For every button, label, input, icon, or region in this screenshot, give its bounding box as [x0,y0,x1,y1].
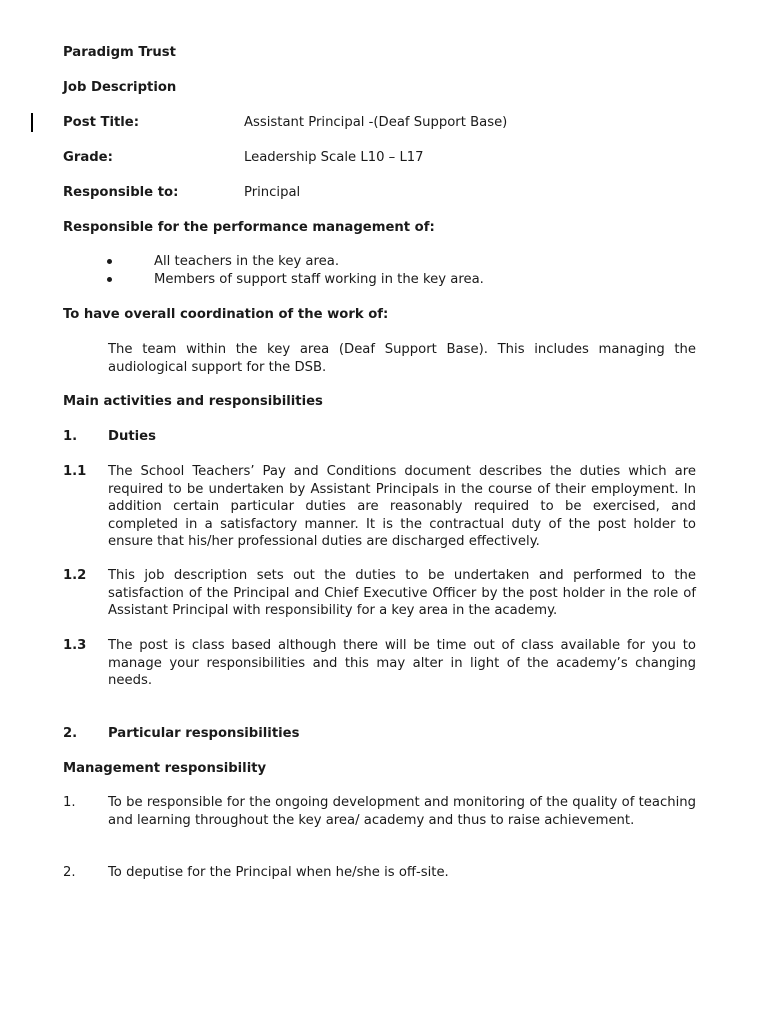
clause-number: 1.1 [63,464,87,479]
coordination-heading: To have overall coordination of the work of: [63,307,389,322]
post-title-value: Assistant Principal -(Deaf Support Base) [244,115,508,130]
list-number: 2. [63,865,76,880]
performance-item: All teachers in the key area. [154,254,340,269]
clause-text: The post is class based although there will be time out of class available for you to manage your responsibilities and this may alter in light of the academy’s changing needs. [108,638,696,688]
bullet-icon [107,277,112,282]
coordination-text: The team within the key area (Deaf Support Base). This includes managing the audiological support for the DSB. [108,342,696,375]
performance-item: Members of support staff working in the key area. [154,272,484,287]
responsible-to-label: Responsible to: [63,185,179,200]
grade-value: Leadership Scale L10 – L17 [244,150,424,165]
revision-change-bar [31,113,33,132]
bullet-icon [107,259,112,264]
performance-management-heading: Responsible for the performance management of: [63,220,435,235]
responsible-to-value: Principal [244,185,301,200]
list-item-text: To be responsible for the ongoing development and monitoring of the quality of teaching and learning throughout the key area/ academy and thus to raise achievement. [108,795,696,828]
section-title: Particular responsibilities [108,726,300,741]
section-number: 1. [63,429,78,444]
clause-number: 1.3 [63,638,87,653]
grade-label: Grade: [63,150,113,165]
section-number: 2. [63,726,78,741]
management-responsibility-heading: Management responsibility [63,761,267,776]
clause-text: The School Teachers’ Pay and Conditions document describes the duties which are required to be undertaken by Assistant Principals in the course of their employment. In addition certain particular duties are reasonably required to be exercised, and completed in a satisfactory manner. It is the contractual duty of the post holder to ensure that his/her professional duties are discharged effectively. [108,464,696,549]
list-item-text: To deputise for the Principal when he/she is off-site. [108,865,449,880]
section-title: Duties [108,429,156,444]
organisation-name: Paradigm Trust [63,45,176,60]
document-type: Job Description [63,80,177,95]
post-title-label: Post Title: [63,115,140,130]
clause-text: This job description sets out the duties to be undertaken and performed to the satisfaction of the Principal and Chief Executive Officer by the post holder in the role of Assistant Principal with responsibility for a key area in the academy. [108,568,696,618]
clause-number: 1.2 [63,568,87,583]
main-activities-heading: Main activities and responsibilities [63,394,323,409]
list-number: 1. [63,795,76,810]
